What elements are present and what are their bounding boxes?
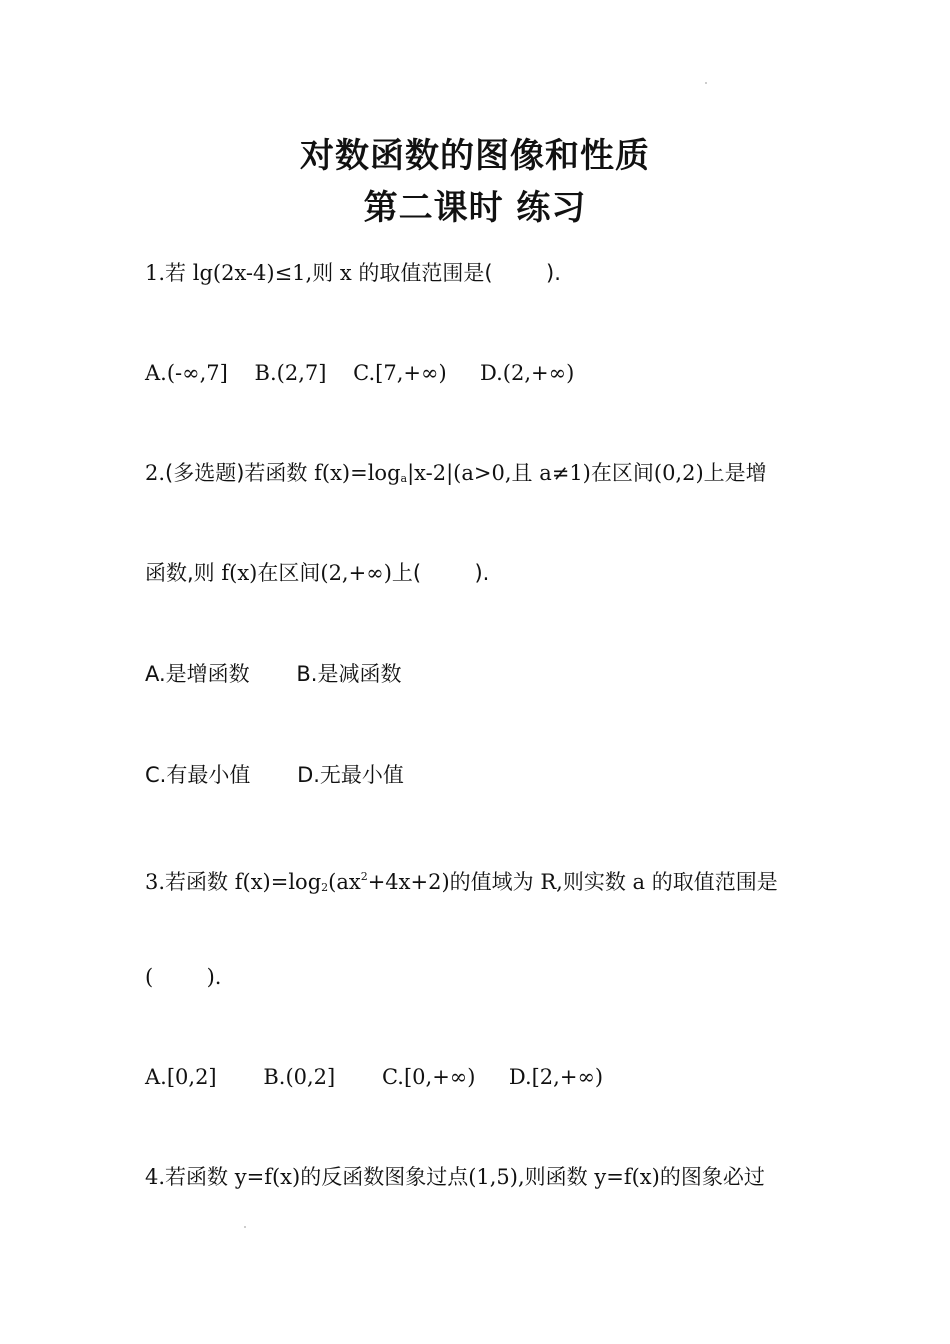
question-2-options-line-1: A.是增函数 B.是减函数 [145,662,402,686]
question-1-stem: 1.若 lg(2x-4)≤1,则 x 的取值范围是( ). [145,261,561,285]
scan-speck [705,82,707,84]
scan-speck [244,1226,246,1228]
question-2-stem-line-1: 2.(多选题)若函数 $f(x)=\log_a|x-2|(a>0$,且 a≠1)在区间(0,2)上是增 [145,461,767,485]
page-title: 对数函数的图像和性质 [300,136,650,176]
question-2-options-line-2: C.有最小值 D.无最小值 [145,763,404,787]
question-2-stem-line-2: 函数,则 f(x)在区间(2,+∞)上( ). [145,561,490,585]
question-3-stem-line-1: 3.若函数 $f(x)=\log_2(ax^2+4x+2)$的值域为 R,则实数 a 的取值范围是 [145,870,778,894]
question-3-options: A.[0,2] B.(0,2] C.[0,+∞) D.[2,+∞) [145,1065,604,1089]
question-4-stem-line-1: 4.若函数 y=f(x)的反函数图象过点(1,5),则函数 y=f(x)的图象必过 [145,1165,765,1189]
page-subtitle: 第二课时 练习 [363,188,587,228]
question-3-stem-line-2: ( ). [145,965,222,989]
question-1-options: A.(-∞,7] B.(2,7] C.[7,+∞) D.(2,+∞) [145,361,575,385]
